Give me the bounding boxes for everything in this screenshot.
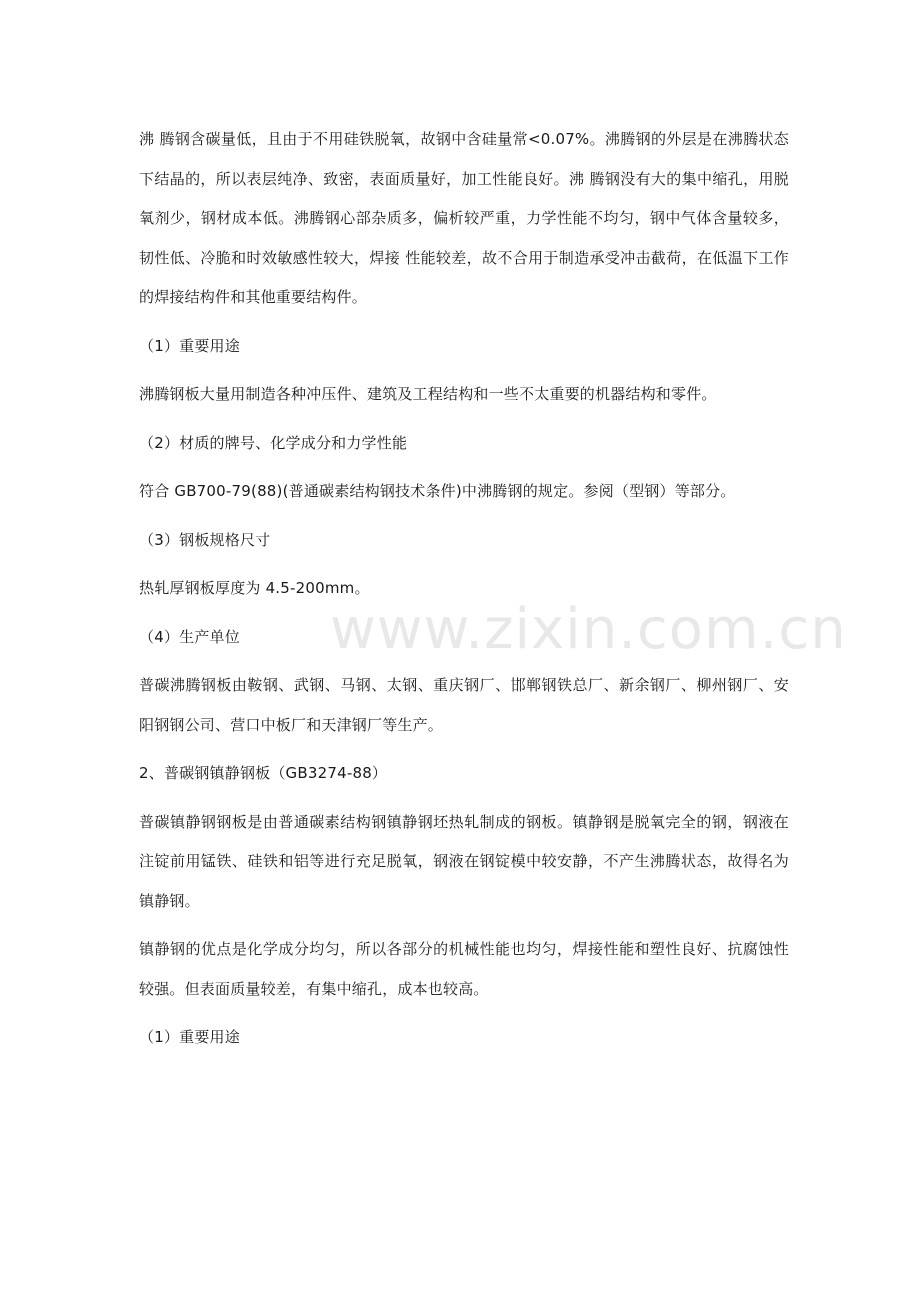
heading-plate-size: （3）钢板规格尺寸 [139, 530, 271, 549]
heading-killed-steel-plate: 2、普碳钢镇静钢板（GB3274-88） [139, 764, 388, 782]
heading-main-uses-1: （1）重要用途 [139, 336, 240, 355]
paragraph-standard: 符合 GB700-79(88)(普通碳素结构钢技术条件)中沸腾钢的规定。参阅（型钢）等部分。 [139, 482, 736, 500]
paragraph-producers: 普碳沸腾钢板由鞍钢、武钢、马钢、太钢、重庆钢厂、邯郸钢铁总厂、新余钢厂、柳州钢厂、安阳钢钢公司、营口中板厂和天津钢厂等生产。 [139, 676, 789, 734]
paragraph-rimmed-uses: 沸腾钢板大量用制造各种冲压件、建筑及工程结构和一些不太重要的机器结构和零件。 [139, 385, 717, 403]
heading-main-uses-2: （1）重要用途 [139, 1028, 240, 1046]
heading-grade-composition: （2）材质的牌号、化学成分和力学性能 [139, 433, 408, 452]
paragraph-rimmed-steel-intro: 沸 腾钢含碳量低，且由于不用硅铁脱氧，故钢中含硅量常<0.07%。沸腾钢的外层是在沸腾状态下结晶的，所以表层纯净、致密，表面质量好，加工性能良好。沸 腾钢没有大的集中缩孔，用脱氧剂少，钢材成本低。沸腾钢心部杂质多，偏析较严重，力学性能不均匀，钢中气体含量较多，韧性低、冷脆和时效敏感性较大，焊接 性能较差，故不合用于制造承受冲击截荷，在低温下工作的焊接结构件和其他重要结构件。 [139, 130, 789, 306]
heading-producers: （4）生产单位 [139, 627, 240, 646]
document-body [139, 120, 789, 1058]
paragraph-killed-steel-intro: 普碳镇静钢钢板是由普通碳素结构钢镇静钢坯热轧制成的钢板。镇静钢是脱氧完全的钢，钢液在注锭前用锰铁、硅铁和铝等进行充足脱氧，钢液在钢锭模中较安静，不产生沸腾状态，故得名为镇静钢。 [139, 812, 789, 910]
paragraph-killed-steel-advantages: 镇静钢的优点是化学成分均匀，所以各部分的机械性能也均匀，焊接性能和塑性良好、抗腐蚀性较强。但表面质量较差，有集中缩孔，成本也较高。 [139, 940, 789, 998]
watermark: www.zixin.com.cn [330, 597, 847, 662]
paragraph-thickness: 热轧厚钢板厚度为 4.5-200mm。 [139, 579, 370, 597]
